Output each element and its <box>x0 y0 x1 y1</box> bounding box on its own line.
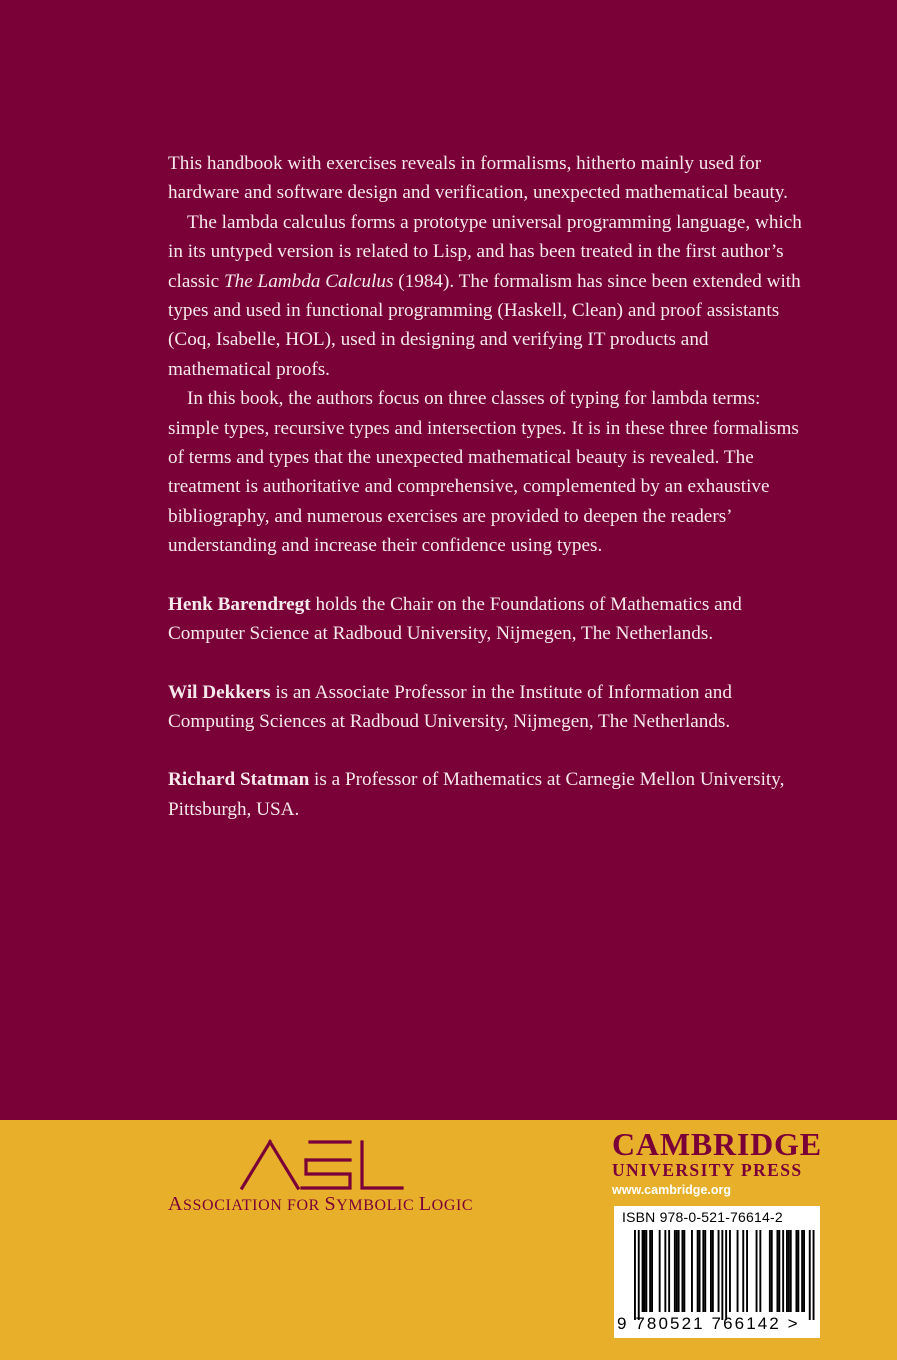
asl-name-part: S <box>324 1193 337 1215</box>
blurb-p2-end: (1984). The formalism has since been extended with types and used in functional programming (Haskell, Clean) and proof assistants (Coq, Isabelle, HOL), used in designing and verifying IT products and mathematical proofs. <box>168 270 801 380</box>
barcode-bar <box>712 1230 714 1312</box>
barcode-bar <box>813 1230 815 1320</box>
author-bio <box>168 590 808 649</box>
barcode-bar <box>746 1230 748 1312</box>
book-title-reference: The Lambda Calculus <box>223 270 394 292</box>
publisher-logo <box>612 1128 824 1197</box>
barcode-bar <box>659 1230 661 1312</box>
barcode-bar <box>786 1230 788 1312</box>
barcode-bar <box>674 1230 676 1312</box>
isbn-barcode <box>614 1206 820 1338</box>
barcode-bar <box>742 1230 744 1312</box>
barcode-bar <box>702 1230 704 1312</box>
barcode-bar <box>644 1230 646 1312</box>
ean-digits: 9 780521 766142 > <box>617 1314 800 1333</box>
barcode-bar <box>699 1230 701 1312</box>
asl-name-part: YMBOLIC <box>336 1197 419 1214</box>
barcode-bar <box>771 1230 773 1312</box>
author-bio-text: is an Associate Professor in the Institute of Information and Computing Sciences at Radboud University, Nijmegen, The Netherlands. <box>168 681 732 732</box>
publisher-press: UNIVERSITY PRESS <box>612 1160 803 1180</box>
barcode-bar <box>649 1230 651 1312</box>
barcode-bar <box>697 1230 699 1312</box>
barcode-bar <box>729 1230 731 1312</box>
barcode-bar <box>668 1230 670 1312</box>
barcode-bar <box>678 1230 680 1312</box>
blurb <box>168 149 808 853</box>
barcode-bar <box>803 1230 805 1312</box>
author-bios <box>168 590 808 824</box>
barcode-bar <box>737 1230 739 1312</box>
author-bio <box>168 678 808 737</box>
blurb-paragraph-1: This handbook with exercises reveals in formalisms, hitherto mainly used for hardware and software design and verification, unexpected mathematical beauty. <box>168 153 788 204</box>
barcode-bar <box>634 1230 636 1320</box>
barcode-bar <box>683 1230 685 1312</box>
asl-name-part: SSOCIATION FOR <box>183 1197 325 1214</box>
barcode-bar <box>725 1230 727 1320</box>
publisher-url: www.cambridge.org <box>612 1183 732 1197</box>
barcode-bar <box>691 1230 693 1312</box>
barcode-bar <box>664 1230 666 1312</box>
barcode-bar <box>710 1230 712 1312</box>
barcode-bar <box>797 1230 799 1312</box>
barcode-bar <box>796 1230 798 1312</box>
blurb-paragraph-2 <box>168 208 808 384</box>
barcode-bar <box>769 1230 771 1312</box>
author-bio <box>168 765 808 824</box>
barcode-bar <box>782 1230 784 1312</box>
barcode-bar <box>777 1230 779 1312</box>
barcode-bar <box>682 1230 684 1312</box>
barcode-bar <box>788 1230 790 1312</box>
asl-name-part: OGIC <box>431 1197 474 1214</box>
barcode-bar <box>790 1230 792 1312</box>
author-name: Henk Barendregt <box>168 593 311 615</box>
barcode-bar <box>718 1230 720 1312</box>
barcode-bar <box>759 1230 761 1312</box>
barcode-bar <box>809 1230 811 1320</box>
barcode-bar <box>778 1230 780 1312</box>
asl-name-part: L <box>418 1193 432 1215</box>
barcode-bar <box>638 1230 640 1320</box>
isbn-label: ISBN 978-0-521-76614-2 <box>622 1209 783 1225</box>
barcode-bar <box>801 1230 803 1312</box>
author-bio-text: holds the Chair on the Foundations of Mathematics and Computer Science at Radboud University, Nijmegen, The Netherlands. <box>168 593 742 645</box>
barcode-bar <box>756 1230 758 1312</box>
barcode-bar <box>676 1230 678 1312</box>
blurb-paragraph-3: In this book, the authors focus on three classes of typing for lambda terms: simple types, recursive types and intersection types. It is in these three formalisms of terms and types that the unexpected mathematical beauty is revealed. The treatment is authoritative and comprehensive, complemented by an exhaustive bibliography, and numerous exercises are provided to deepen the readers’ understanding and increase their confidence using types. <box>168 388 799 557</box>
asl-logo <box>240 1136 405 1196</box>
barcode-bar <box>642 1230 644 1312</box>
publisher-name: CAMBRIDGE <box>612 1126 822 1162</box>
author-name: Richard Statman <box>168 769 310 791</box>
gold-panel <box>0 1120 897 1360</box>
asl-name-part: A <box>168 1193 184 1215</box>
author-name: Wil Dekkers <box>168 681 271 703</box>
blurb-p2-start: The lambda calculus forms a prototype universal programming language, which in its untyped version is related to Lisp, and has been treated in the first author’s classic <box>168 211 802 292</box>
asl-name <box>168 1193 488 1216</box>
barcode-bar <box>704 1230 706 1312</box>
barcode-bar <box>645 1230 647 1312</box>
barcode-bar <box>651 1230 653 1312</box>
barcode-bar <box>721 1230 723 1320</box>
author-bio-text: is a Professor of Mathematics at Carnegie Mellon University, Pittsburgh, USA. <box>168 769 785 820</box>
